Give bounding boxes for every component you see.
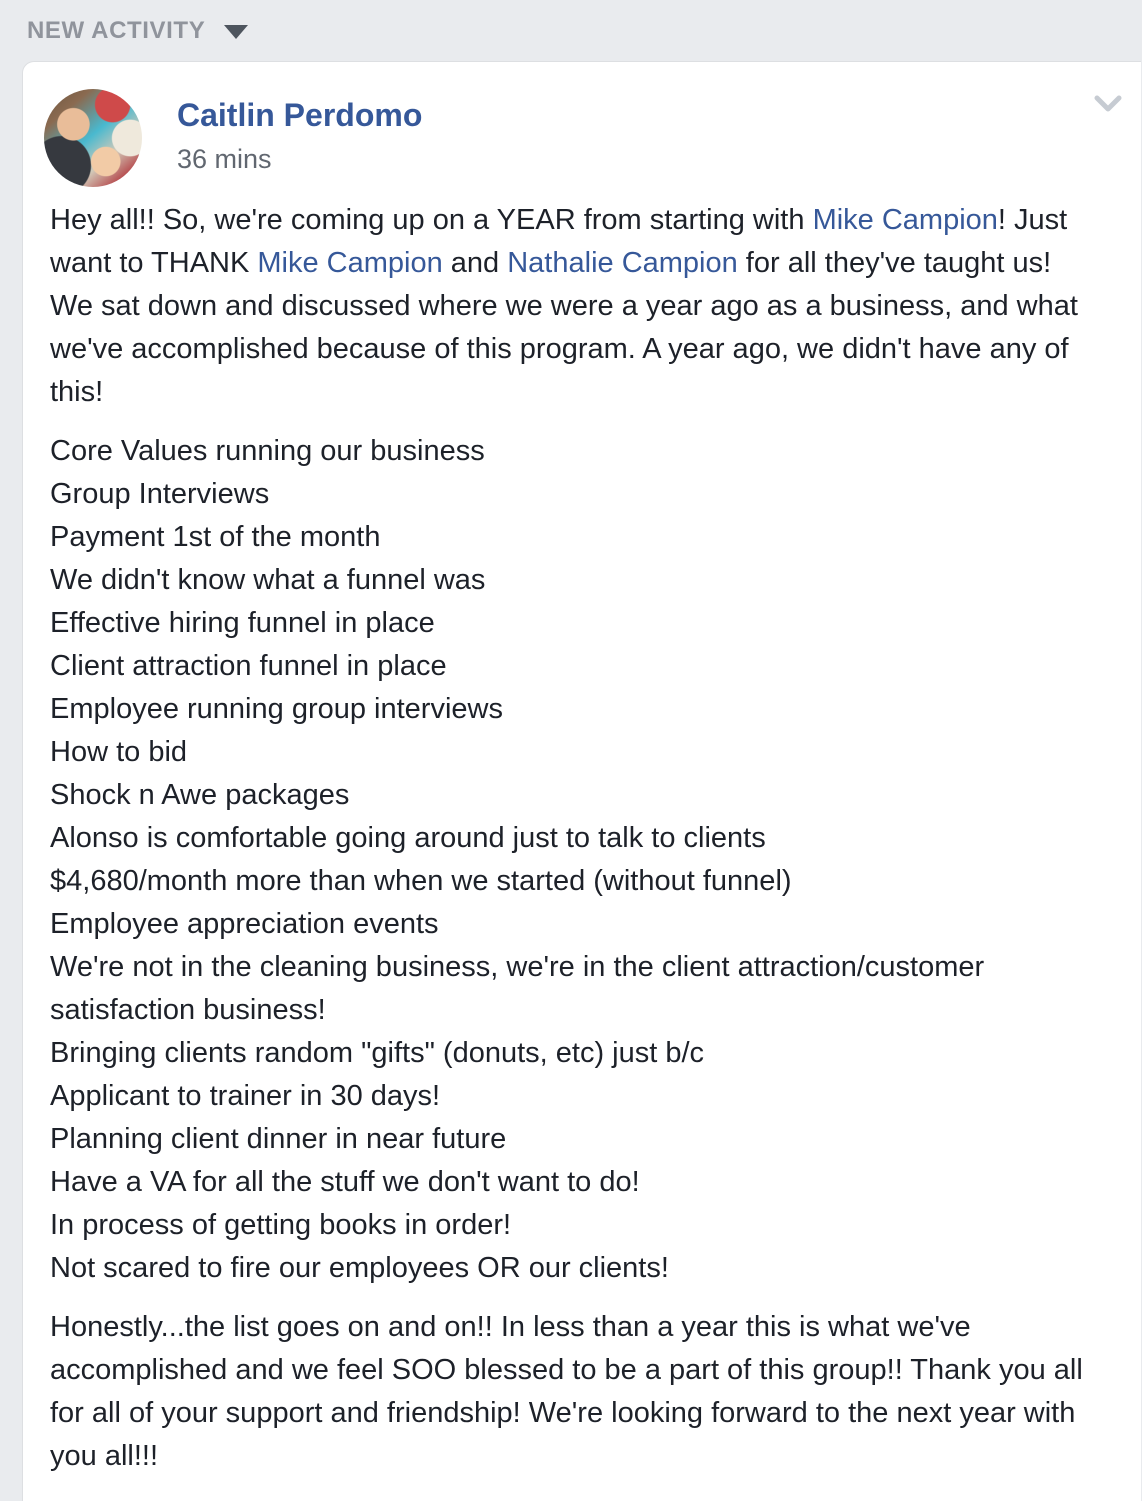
accomplishment-line: We didn't know what a funnel was <box>50 564 486 596</box>
post-card <box>22 61 1141 1501</box>
profile-link[interactable]: Mike Campion <box>812 204 998 236</box>
accomplishment-line: $4,680/month more than when we started (without funnel) <box>50 865 792 897</box>
timestamp-link[interactable]: 36 mins <box>177 143 272 174</box>
new-activity-label: NEW ACTIVITY <box>27 16 206 44</box>
profile-link[interactable]: Mike Campion <box>257 247 443 279</box>
activity-bar <box>0 0 1142 61</box>
accomplishment-line: Not scared to fire our employees OR our clients! <box>50 1252 669 1284</box>
accomplishment-line: Effective hiring funnel in place <box>50 607 435 639</box>
accomplishment-line: Core Values running our business <box>50 435 485 467</box>
accomplishments-paragraph <box>50 430 1096 1290</box>
new-activity-dropdown[interactable] <box>27 17 248 45</box>
intro-paragraph: Hey all!! So, we're coming up on a YEAR from starting with Mike Campion! Just want to THANK Mike Campion and Nathalie Campion for all they've taught us! We sat down and discussed where we were a year ago as a business, and what we've accomplished because of this program. A year ago, we didn't have any of this! <box>50 204 1078 408</box>
accomplishment-line: In process of getting books in order! <box>50 1209 512 1241</box>
accomplishment-line: Group Interviews <box>50 478 270 510</box>
accomplishment-line: We're not in the cleaning business, we're in the client attraction/customer satisfaction business! <box>50 951 985 1026</box>
accomplishment-line: Bringing clients random "gifts" (donuts, etc) just b/c <box>50 1037 705 1069</box>
profile-link[interactable]: Nathalie Campion <box>507 247 738 279</box>
collapse-post-button[interactable] <box>1091 90 1125 120</box>
avatar[interactable] <box>44 89 142 187</box>
accomplishment-line: How to bid <box>50 736 188 768</box>
accomplishment-line: Employee appreciation events <box>50 908 439 940</box>
triangle-down-icon <box>224 25 248 39</box>
header-text <box>177 89 422 187</box>
accomplishment-line: Shock n Awe packages <box>50 779 350 811</box>
author-link[interactable]: Caitlin Perdomo <box>177 97 423 133</box>
chevron-down-icon <box>1094 93 1122 117</box>
closing-paragraph: Honestly...the list goes on and on!! In less than a year this is what we've accomplished and we feel SOO blessed to be a part of this group!! Thank you all for all of your support and friendship! We're looking forward to the next year with you all!!! <box>50 1311 1083 1472</box>
accomplishment-line: Payment 1st of the month <box>50 521 381 553</box>
post-message <box>50 199 1096 1478</box>
accomplishment-line: Client attraction funnel in place <box>50 650 447 682</box>
accomplishment-line: Employee running group interviews <box>50 693 503 725</box>
accomplishment-line: Have a VA for all the stuff we don't want to do! <box>50 1166 640 1198</box>
accomplishment-line: Applicant to trainer in 30 days! <box>50 1080 441 1112</box>
post-header <box>44 89 422 187</box>
accomplishment-line: Alonso is comfortable going around just to talk to clients <box>50 822 766 854</box>
accomplishment-line: Planning client dinner in near future <box>50 1123 507 1155</box>
